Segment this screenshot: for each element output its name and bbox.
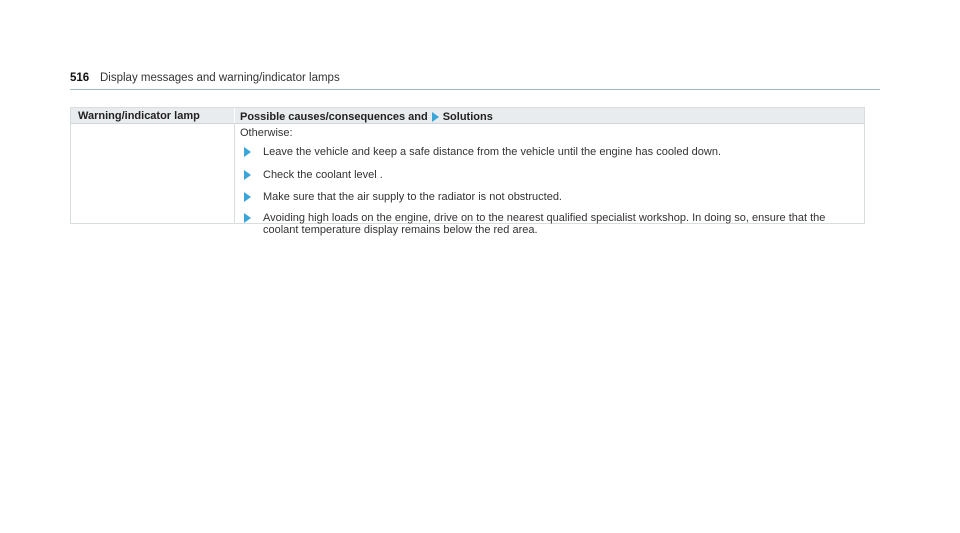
warning-table [70,107,865,236]
play-triangle-icon [244,147,251,157]
list-item-text: Avoiding high loads on the engine, drive on to the nearest qualified specialist workshop. In doing so, ensure that the coolant temperature display remains below the red area. [263,212,826,236]
causes-cell [235,124,864,236]
play-triangle-icon [244,192,251,202]
play-triangle-icon [432,112,439,122]
table-header-row [71,108,864,124]
list-item-text: Make sure that the air supply to the radiator is not obstructed. [263,191,562,203]
list-item-text: Leave the vehicle and keep a safe distance from the vehicle until the engine has cooled down. [263,146,722,158]
table-row [71,124,864,236]
header-title: Display messages and warning/indicator lamps [100,72,340,84]
lamp-cell [71,124,235,223]
column-header-causes [235,108,864,123]
otherwise-label: Otherwise: [240,127,293,139]
page-number: 516 [70,72,90,84]
play-triangle-icon [244,170,251,180]
column-header-lamp: Warning/indicator lamp [71,108,235,123]
page-header [70,72,880,90]
column-header-causes-label: Possible causes/consequences and [240,110,428,123]
column-header-solutions-label: Solutions [442,110,493,123]
play-triangle-icon [244,213,251,223]
list-item-text: Check the coolant level . [263,169,383,181]
